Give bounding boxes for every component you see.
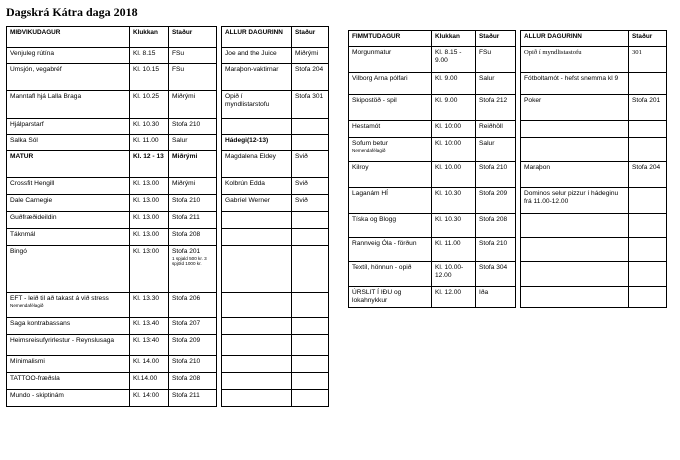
- cell-event: [349, 73, 432, 95]
- event2-text: Opið í myndlistastofu: [524, 49, 582, 56]
- cell-place2: [629, 138, 667, 162]
- place2-text: Stofa 301: [295, 93, 324, 100]
- place-text: Stofa 209: [172, 337, 201, 344]
- place-text: Salur: [479, 75, 495, 82]
- table-row: [7, 212, 329, 229]
- header-place2: Staður: [292, 27, 329, 48]
- table-row: [349, 121, 667, 138]
- cell-time: [130, 91, 169, 119]
- table-row: [7, 119, 329, 135]
- place-text: Miðrými: [172, 93, 196, 100]
- cell-place2: [292, 48, 329, 64]
- cell-place2: [292, 318, 329, 335]
- table-row: [7, 178, 329, 195]
- cell-place2: [629, 95, 667, 121]
- cell-place2: [629, 121, 667, 138]
- cell-event: [349, 238, 432, 262]
- table-row: [7, 195, 329, 212]
- cell-time: [432, 262, 476, 287]
- cell-time: [130, 48, 169, 64]
- cell-place: [476, 47, 516, 73]
- place2-text: Stofa 204: [295, 66, 324, 73]
- cell-event2: [521, 262, 629, 287]
- place-text: Stofa 201: [172, 248, 201, 255]
- cell-event2: [222, 293, 292, 318]
- event2-text: Dominos selur pizzur í hádeginu frá 11.00-12.00: [524, 190, 619, 205]
- place-text: Salur: [479, 140, 495, 147]
- cell-place: [476, 162, 516, 188]
- event2-text: Maraþon: [524, 164, 551, 171]
- cell-place: [169, 151, 217, 178]
- cell-event: [7, 91, 130, 119]
- place-text: FSu: [172, 66, 185, 73]
- place-text: Stofa 207: [172, 320, 201, 327]
- cell-time: [130, 335, 169, 356]
- event-text: Hjálparstarf: [10, 121, 44, 128]
- time-text: Kl. 9.00: [435, 75, 458, 82]
- place2-text: Stofa 201: [632, 97, 661, 104]
- cell-place2: [292, 246, 329, 293]
- table-row: [349, 238, 667, 262]
- event2-text: Joe and the Juice: [225, 50, 277, 57]
- place2-text: Svið: [295, 180, 308, 187]
- cell-event: [7, 390, 130, 407]
- event-text: TATTOO-fræðsla: [10, 375, 60, 382]
- cell-time: [432, 73, 476, 95]
- cell-event: [349, 121, 432, 138]
- cell-place: [476, 121, 516, 138]
- time-text: Kl. 12 - 13: [133, 153, 164, 160]
- cell-event: [7, 135, 130, 151]
- header-event: MIÐVIKUDAGUR: [7, 27, 130, 48]
- cell-time: [130, 246, 169, 293]
- cell-time: [130, 373, 169, 390]
- time-text: Kl. 13:00: [133, 248, 160, 255]
- cell-place: [169, 64, 217, 91]
- cell-place2: [292, 356, 329, 373]
- place-text: Salur: [172, 137, 188, 144]
- event-text: Tíska og Blogg: [352, 216, 396, 223]
- time-text: Kl. 11.00: [435, 240, 461, 247]
- place2-text: 301: [632, 49, 642, 56]
- cell-place2: [629, 262, 667, 287]
- thursday-schedule-table: [348, 30, 667, 308]
- event-text: Dale Carnegie: [10, 197, 53, 204]
- event-text: Venjuleg rútína: [10, 50, 54, 57]
- table-row: [7, 335, 329, 356]
- event2-text: Opið í myndlistarstofu: [225, 93, 270, 108]
- cell-event: [349, 95, 432, 121]
- cell-event2: [521, 121, 629, 138]
- event-text: EFT - leið til að takast á við stress: [10, 295, 109, 302]
- table-row: [7, 373, 329, 390]
- place-text: Stofa 212: [479, 97, 508, 104]
- event-note: Nemendafélagið: [352, 147, 386, 153]
- table-row: [349, 47, 667, 73]
- event-text: Textíl, hönnun - opið: [352, 264, 412, 271]
- event-text: ÚRSLIT Í IÐU og lokahnykkur: [352, 289, 402, 304]
- event2-text: Maraþon-vaktirnar: [225, 66, 279, 73]
- event-text: Skipostöð - spil: [352, 97, 397, 104]
- cell-time: [130, 119, 169, 135]
- cell-event: [7, 64, 130, 91]
- cell-event: [7, 212, 130, 229]
- cell-place2: [629, 238, 667, 262]
- cell-event: [349, 262, 432, 287]
- table-row: [349, 162, 667, 188]
- header-event2: ALLUR DAGURINN: [521, 31, 629, 47]
- document-title: Dagskrá Kátra daga 2018: [6, 5, 138, 19]
- time-text: Kl. 10.15: [133, 66, 160, 73]
- cell-place: [169, 318, 217, 335]
- cell-place2: [629, 162, 667, 188]
- wednesday-schedule-table: [6, 26, 329, 407]
- time-text: Kl. 13.00: [133, 231, 160, 238]
- event2-text: Kolbrún Edda: [225, 180, 265, 187]
- cell-time: [432, 138, 476, 162]
- cell-event2: [222, 212, 292, 229]
- cell-event: [7, 119, 130, 135]
- place2-text: Stofa 204: [632, 164, 661, 171]
- event-text: MATUR: [10, 153, 34, 160]
- cell-event2: [222, 229, 292, 246]
- cell-event2: [222, 318, 292, 335]
- cell-time: [130, 318, 169, 335]
- cell-event: [7, 356, 130, 373]
- cell-event: [7, 48, 130, 64]
- table-row: [7, 91, 329, 119]
- header-place: Staður: [476, 31, 516, 47]
- cell-place2: [292, 229, 329, 246]
- cell-place: [476, 287, 516, 308]
- place2-text: Miðrými: [295, 50, 319, 57]
- cell-place: [476, 214, 516, 238]
- cell-place2: [292, 195, 329, 212]
- table-row: [7, 48, 329, 64]
- cell-place2: [629, 47, 667, 73]
- table-row: [349, 262, 667, 287]
- cell-time: [432, 121, 476, 138]
- cell-event: [7, 151, 130, 178]
- cell-event2: [222, 151, 292, 178]
- event-text: Saga kontrabassans: [10, 320, 71, 327]
- table-row: [7, 390, 329, 407]
- table-row: [349, 287, 667, 308]
- cell-place2: [629, 188, 667, 214]
- cell-place: [169, 293, 217, 318]
- cell-place2: [292, 135, 329, 151]
- place2-text: Svið: [295, 153, 308, 160]
- cell-place: [476, 188, 516, 214]
- place-text: Stofa 208: [172, 231, 201, 238]
- cell-place2: [629, 214, 667, 238]
- cell-place2: [629, 287, 667, 308]
- cell-place2: [292, 64, 329, 91]
- event-text: Guðfræðideildin: [10, 214, 57, 221]
- event-text: Crossfit Hengill: [10, 180, 55, 187]
- time-text: Kl. 11.00: [133, 137, 159, 144]
- place-text: Stofa 304: [479, 264, 508, 271]
- time-text: Kl. 13:40: [133, 337, 160, 344]
- cell-place: [476, 73, 516, 95]
- cell-place: [169, 178, 217, 195]
- place-text: Stofa 210: [172, 358, 201, 365]
- time-text: Kl. 10.30: [133, 121, 160, 128]
- cell-place2: [292, 293, 329, 318]
- cell-event2: [521, 214, 629, 238]
- time-text: Kl. 14:00: [133, 392, 160, 399]
- cell-place: [169, 373, 217, 390]
- time-text: Kl. 10:00: [435, 123, 462, 130]
- cell-event2: [222, 135, 292, 151]
- cell-time: [432, 95, 476, 121]
- time-text: Kl. 8.15: [133, 50, 156, 57]
- event-text: Bingó: [10, 248, 27, 255]
- cell-event: [7, 335, 130, 356]
- table-row: [7, 293, 329, 318]
- table-row: [7, 356, 329, 373]
- event-text: Táknmál: [10, 231, 36, 238]
- time-text: Kl. 13.30: [133, 295, 160, 302]
- event-text: Laganám HÍ: [352, 190, 388, 197]
- time-text: Kl. 13.00: [133, 214, 160, 221]
- cell-event2: [521, 188, 629, 214]
- cell-event2: [521, 73, 629, 95]
- place-text: Reiðhöll: [479, 123, 503, 130]
- cell-place: [476, 138, 516, 162]
- cell-place2: [629, 73, 667, 95]
- time-text: Kl. 10:00: [435, 140, 462, 147]
- cell-event2: [222, 246, 292, 293]
- cell-event2: [521, 138, 629, 162]
- cell-event2: [222, 119, 292, 135]
- cell-place2: [292, 151, 329, 178]
- cell-time: [432, 188, 476, 214]
- cell-event: [349, 47, 432, 73]
- cell-event: [349, 162, 432, 188]
- event2-text: Magdalena Eldey: [225, 153, 276, 160]
- time-text: Kl. 10.30: [435, 190, 462, 197]
- cell-time: [130, 390, 169, 407]
- header-event: FIMMTUDAGUR: [349, 31, 432, 47]
- cell-place2: [292, 212, 329, 229]
- cell-event: [349, 188, 432, 214]
- place-text: Stofa 210: [172, 197, 201, 204]
- time-text: Kl. 10.25: [133, 93, 160, 100]
- table-row: [7, 64, 329, 91]
- cell-event2: [222, 48, 292, 64]
- cell-event: [349, 214, 432, 238]
- thursday-header-row: [349, 31, 667, 47]
- place-note: 1 spjald 500 kr. 3 spjöld 1000 kr.: [172, 255, 207, 267]
- cell-place: [169, 390, 217, 407]
- cell-time: [130, 229, 169, 246]
- cell-event: [349, 138, 432, 162]
- event-text: Sofum betur: [352, 140, 388, 147]
- place-text: FSu: [479, 49, 492, 56]
- event2-text: Fótboltamót - hefst snemma kl 9: [524, 75, 619, 82]
- header-time: Klukkan: [130, 27, 169, 48]
- cell-place2: [292, 373, 329, 390]
- event-text: Mundo - skiptinám: [10, 392, 64, 399]
- cell-event: [7, 178, 130, 195]
- cell-event: [7, 195, 130, 212]
- event2-text: Gabríel Werner: [225, 197, 270, 204]
- time-text: Kl.14.00: [133, 375, 158, 382]
- cell-event2: [222, 64, 292, 91]
- cell-place2: [292, 119, 329, 135]
- cell-time: [130, 151, 169, 178]
- header-place: Staður: [169, 27, 217, 48]
- time-text: Kl. 13.00: [133, 197, 160, 204]
- place-text: Stofa 206: [172, 295, 201, 302]
- time-text: Kl. 9.00: [435, 97, 458, 104]
- header-place2: Staður: [629, 31, 667, 47]
- time-text: Kl. 13.40: [133, 320, 160, 327]
- place-text: Stofa 210: [172, 121, 201, 128]
- wednesday-header-row: [7, 27, 329, 48]
- header-time: Klukkan: [432, 31, 476, 47]
- cell-event: [7, 229, 130, 246]
- cell-event: [349, 287, 432, 308]
- cell-event2: [222, 356, 292, 373]
- table-row: [7, 318, 329, 335]
- place-text: Stofa 210: [479, 240, 508, 247]
- event-note: Nemendafélagið: [10, 302, 44, 308]
- cell-place: [169, 335, 217, 356]
- cell-time: [130, 293, 169, 318]
- table-row: [349, 95, 667, 121]
- place-text: Stofa 209: [479, 190, 508, 197]
- table-row: [349, 214, 667, 238]
- place-text: Iða: [479, 289, 489, 296]
- event-text: Umsjón, vegabréf: [10, 66, 62, 73]
- place-text: Stofa 211: [172, 214, 200, 221]
- cell-place2: [292, 178, 329, 195]
- time-text: Kl. 14.00: [133, 358, 160, 365]
- cell-place2: [292, 91, 329, 119]
- place-text: FSu: [172, 50, 185, 57]
- cell-event: [7, 373, 130, 390]
- cell-place: [476, 95, 516, 121]
- time-text: Kl. 10.00: [435, 164, 462, 171]
- time-text: Kl. 8.15 - 9.00: [435, 49, 462, 64]
- header-event2: ALLUR DAGURINN: [222, 27, 292, 48]
- table-row: [349, 188, 667, 214]
- cell-event2: [521, 162, 629, 188]
- cell-time: [432, 214, 476, 238]
- cell-time: [432, 238, 476, 262]
- cell-place2: [292, 335, 329, 356]
- place-text: Miðrými: [172, 153, 198, 160]
- cell-event: [7, 293, 130, 318]
- table-row: [7, 135, 329, 151]
- cell-event2: [222, 178, 292, 195]
- table-row: [349, 73, 667, 95]
- cell-place: [169, 356, 217, 373]
- cell-event2: [222, 373, 292, 390]
- cell-time: [432, 287, 476, 308]
- cell-place: [476, 262, 516, 287]
- event-text: Manntafl hjá Lalla Braga: [10, 93, 82, 100]
- table-row: [7, 151, 329, 178]
- event-text: Heimsreisufyrirlestur - Reynslusaga: [10, 337, 115, 344]
- table-row: [7, 246, 329, 293]
- table-row: [349, 138, 667, 162]
- cell-event2: [521, 238, 629, 262]
- place-text: Miðrými: [172, 180, 196, 187]
- cell-time: [130, 212, 169, 229]
- event-text: Mínimalismi: [10, 358, 45, 365]
- cell-time: [130, 64, 169, 91]
- cell-place2: [292, 390, 329, 407]
- cell-time: [130, 178, 169, 195]
- event-text: Morgunmatur: [352, 49, 392, 56]
- place-text: Stofa 211: [172, 392, 200, 399]
- time-text: Kl. 13.00: [133, 180, 160, 187]
- cell-event2: [521, 95, 629, 121]
- place-text: Stofa 208: [172, 375, 201, 382]
- place-text: Stofa 210: [479, 164, 508, 171]
- cell-place: [169, 91, 217, 119]
- event-text: Kilroy: [352, 164, 369, 171]
- cell-event2: [521, 47, 629, 73]
- event2-text: Hádegi(12-13): [225, 137, 269, 144]
- cell-place: [169, 212, 217, 229]
- cell-time: [432, 162, 476, 188]
- table-row: [7, 229, 329, 246]
- cell-place: [169, 246, 217, 293]
- cell-event2: [222, 390, 292, 407]
- event2-text: Poker: [524, 97, 542, 104]
- cell-time: [130, 135, 169, 151]
- cell-place: [169, 119, 217, 135]
- event-text: Salka Sól: [10, 137, 38, 144]
- time-text: Kl. 10.00-12.00: [435, 264, 464, 279]
- time-text: Kl. 10.30: [435, 216, 462, 223]
- cell-event2: [521, 287, 629, 308]
- cell-time: [130, 195, 169, 212]
- cell-place: [169, 195, 217, 212]
- cell-event2: [222, 91, 292, 119]
- event-text: Hestamót: [352, 123, 381, 130]
- cell-place: [169, 229, 217, 246]
- place2-text: Svið: [295, 197, 308, 204]
- event-text: Vilborg Arna pólfari: [352, 75, 408, 82]
- cell-place: [169, 48, 217, 64]
- place-text: Stofa 208: [479, 216, 508, 223]
- event-text: Rannveig Óla - förðun: [352, 240, 417, 247]
- cell-time: [432, 47, 476, 73]
- cell-place: [476, 238, 516, 262]
- cell-event: [7, 246, 130, 293]
- cell-place: [169, 135, 217, 151]
- cell-event2: [222, 195, 292, 212]
- cell-event2: [222, 335, 292, 356]
- cell-time: [130, 356, 169, 373]
- time-text: Kl. 12.00: [435, 289, 462, 296]
- cell-event: [7, 318, 130, 335]
